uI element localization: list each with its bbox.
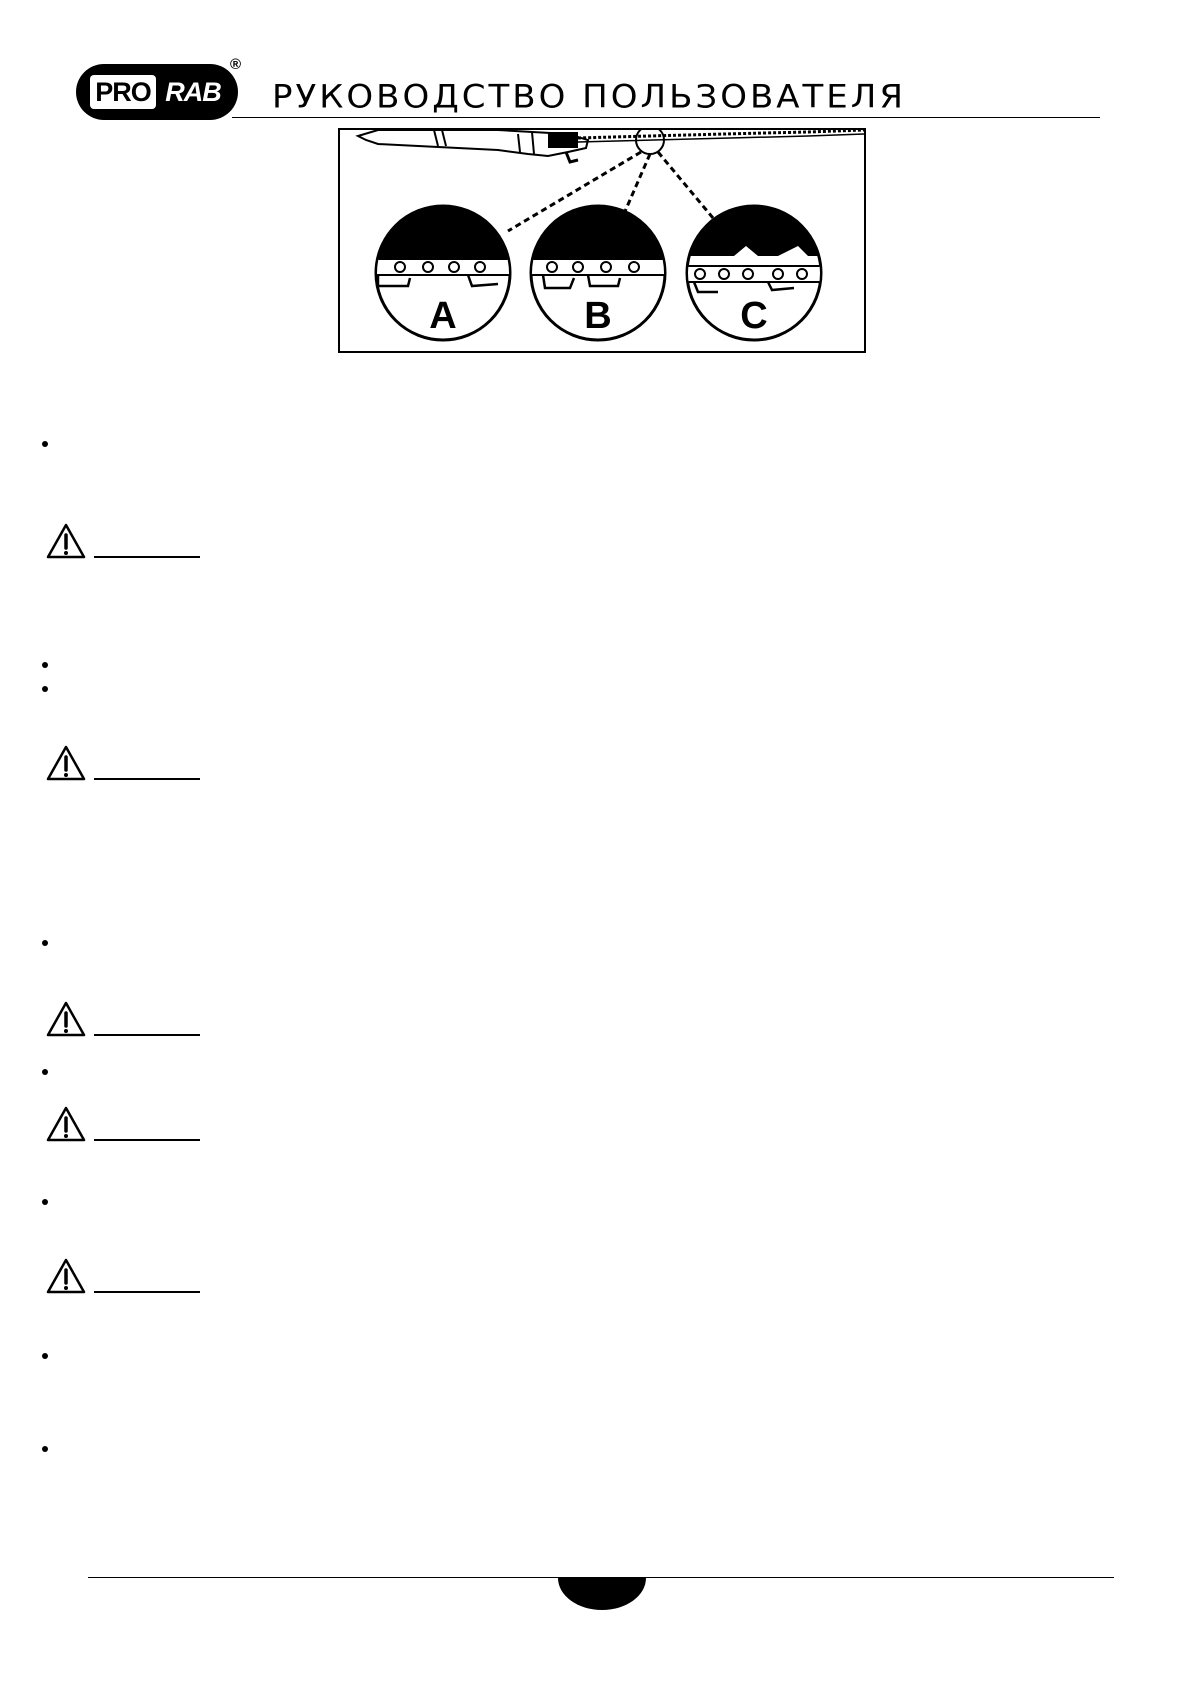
warning-block	[46, 1106, 202, 1146]
bullet-dot	[42, 686, 48, 692]
bullet-dot	[42, 441, 48, 447]
logo-rab-text: RAB	[165, 77, 221, 107]
warning-triangle-icon	[46, 1258, 86, 1294]
warning-triangle-icon	[46, 1106, 86, 1142]
warning-underline	[94, 556, 200, 558]
warning-block	[46, 1001, 202, 1041]
warning-underline	[94, 1291, 200, 1293]
bullet-dot	[42, 1446, 48, 1452]
prorab-logo	[76, 64, 238, 120]
page-number-badge	[558, 1578, 646, 1610]
header-divider	[232, 117, 1100, 118]
chain-illustration	[338, 128, 866, 353]
warning-triangle-icon	[46, 745, 86, 781]
label-b: B	[584, 295, 612, 337]
warning-underline	[94, 778, 200, 780]
logo-pro-text: PRO	[90, 75, 156, 109]
bullet-dot	[42, 1353, 48, 1359]
bullet-dot	[42, 1199, 48, 1205]
warning-triangle-icon	[46, 523, 86, 559]
label-a: A	[429, 295, 457, 337]
bullet-dot	[42, 940, 48, 946]
page-title: РУКОВОДСТВО ПОЛЬЗОВАТЕЛЯ	[272, 78, 906, 116]
label-c: C	[740, 295, 768, 337]
bullet-dot	[42, 1069, 48, 1075]
bullet-dot	[42, 662, 48, 668]
warning-triangle-icon	[46, 1001, 86, 1037]
warning-block	[46, 1258, 202, 1298]
chain-illustration-svg	[338, 128, 866, 353]
warning-block	[46, 523, 202, 563]
registered-mark: ®	[230, 56, 242, 73]
warning-underline	[94, 1034, 200, 1036]
warning-underline	[94, 1139, 200, 1141]
warning-block	[46, 745, 202, 785]
